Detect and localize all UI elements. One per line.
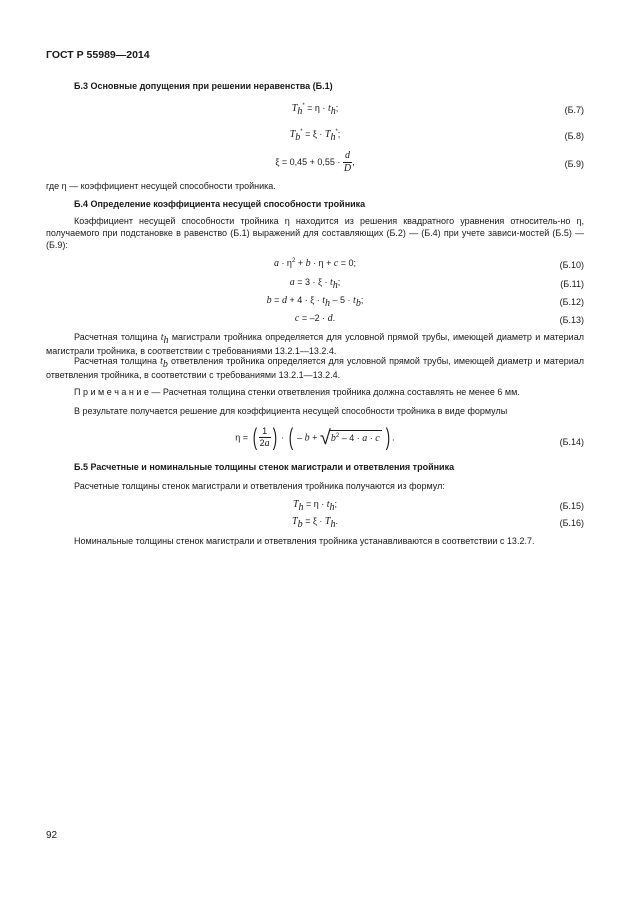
equation-b14: η = ( $\frac{1}{2a}$ ) · ( – $b + √b^2 - 4 \cdot a \cdot c$ ) . [235, 424, 395, 451]
note-paragraph [46, 386, 584, 398]
branch-wall-paragraph: Расчетная толщина $t_b$ ответвления тройника определяется для условной прямой трубы, имеющей диаметр и материал ответвления тройника, в соответствии с требованиями 13.2.1—13.2.4. [46, 356, 584, 380]
equation-b12: $b = d + 4 \cdot \xi \cdot t_h - 5 \cdot t_b$; [266, 295, 364, 309]
main-wall-paragraph: Расчетная толщина $t_h$ магистрали тройника определяется для условной прямой трубы, имеющей диаметр и материал магистрали тройника, в соответствии с требованиями 13.2.1—13.2.4. [46, 332, 584, 356]
section-b4-title: Б.4 Определение коэффициента несущей способности тройника [74, 199, 366, 209]
note-label: П р и м е ч а н и е [74, 387, 149, 397]
equation-b16: $T_b = \xi \cdot T_h$. [292, 516, 338, 530]
equation-number-b15: (Б.15) [559, 501, 584, 511]
equation-number-b11: (Б.11) [560, 279, 584, 289]
nominal-thickness-paragraph: Номинальные толщины стенок магистрали и ответвления тройника устанавливаются в соответствии с 13.2.7. [74, 536, 535, 546]
sqrt-discriminant: $√b^2 - 4 \cdot a \cdot c$ [319, 427, 380, 449]
main-wall-text-start: Расчетная толщина [74, 332, 158, 342]
main-wall-text-end: магистрали тройника определяется для условной прямой трубы, имеющей диаметр и материал магистрали тройника, в соответствии с требованиями 13.2.1—13.2.4. [46, 332, 584, 356]
equation-b10: $a \cdot \eta^2 + b \cdot \eta + c = 0$; [273, 258, 357, 269]
equation-number-b13: (Б.13) [559, 315, 584, 325]
equation-b9: ξ = 0,45 + 0,55 · $\frac{d}{D}$ , [275, 150, 355, 174]
where-eta-text: где η — коэффициент несущей способности тройника. [46, 181, 276, 191]
equation-number-b9: (Б.9) [564, 159, 584, 169]
fraction-one-over-2a: $\frac{1}{2a}$ [259, 426, 270, 449]
equation-b13: c = –2 · d. [294, 313, 336, 324]
equation-b15: $T_h = \eta \cdot t_h$; [292, 499, 338, 513]
b5-intro-paragraph: Расчетные толщины стенок магистрали и ответвления тройника получаются из формул: [74, 481, 445, 491]
section-b5-title: Б.5 Расчетные и номинальные толщины стенок магистрали и ответвления тройника [74, 462, 455, 472]
fraction-d-over-D: $\frac{d}{D}$ [343, 150, 352, 174]
note-text: — Расчетная толщина стенки ответвления тройника должна составлять не менее 6 мм. [151, 387, 520, 397]
equation-number-b14: (Б.14) [559, 437, 584, 447]
branch-wall-text-end: ответвления тройника определяется для условной прямой трубы, имеющей диаметр и материал ответвления тройника, в соответствии с требованиями 13.2.1—13.2.4. [46, 356, 584, 380]
result-intro-paragraph: В результате получается решение для коэффициента несущей способности тройника в виде формулы [74, 406, 508, 416]
document-header: ГОСТ Р 55989—2014 [46, 49, 150, 61]
page-number: 92 [46, 830, 58, 841]
equation-number-b7: (Б.7) [564, 105, 584, 115]
equation-b11: $a = 3 \cdot \xi \cdot t_h$; [289, 277, 341, 291]
equation-b7: $T_h^* = \eta \cdot t_h$; [291, 103, 339, 117]
b4-intro-paragraph: Коэффициент несущей способности тройника η находится из решения квадратного уравнения относитель-но η, получаемого при подстановке в равенство (Б.1) выражений для составляющих (Б.2) — (Б.4) при учете зависи-мостей (Б.5) — (Б.9): [46, 216, 584, 251]
section-b3-title: Б.3 Основные допущения при решении неравенства (Б.1) [74, 81, 333, 91]
equation-b8: $T_b^* = \xi \cdot T_h^*$; [289, 129, 341, 143]
equation-number-b8: (Б.8) [564, 131, 584, 141]
branch-wall-text-start: Расчетная толщина [74, 356, 158, 366]
equation-number-b16: (Б.16) [559, 518, 584, 528]
equation-number-b10: (Б.10) [559, 260, 584, 270]
equation-number-b12: (Б.12) [559, 297, 584, 307]
